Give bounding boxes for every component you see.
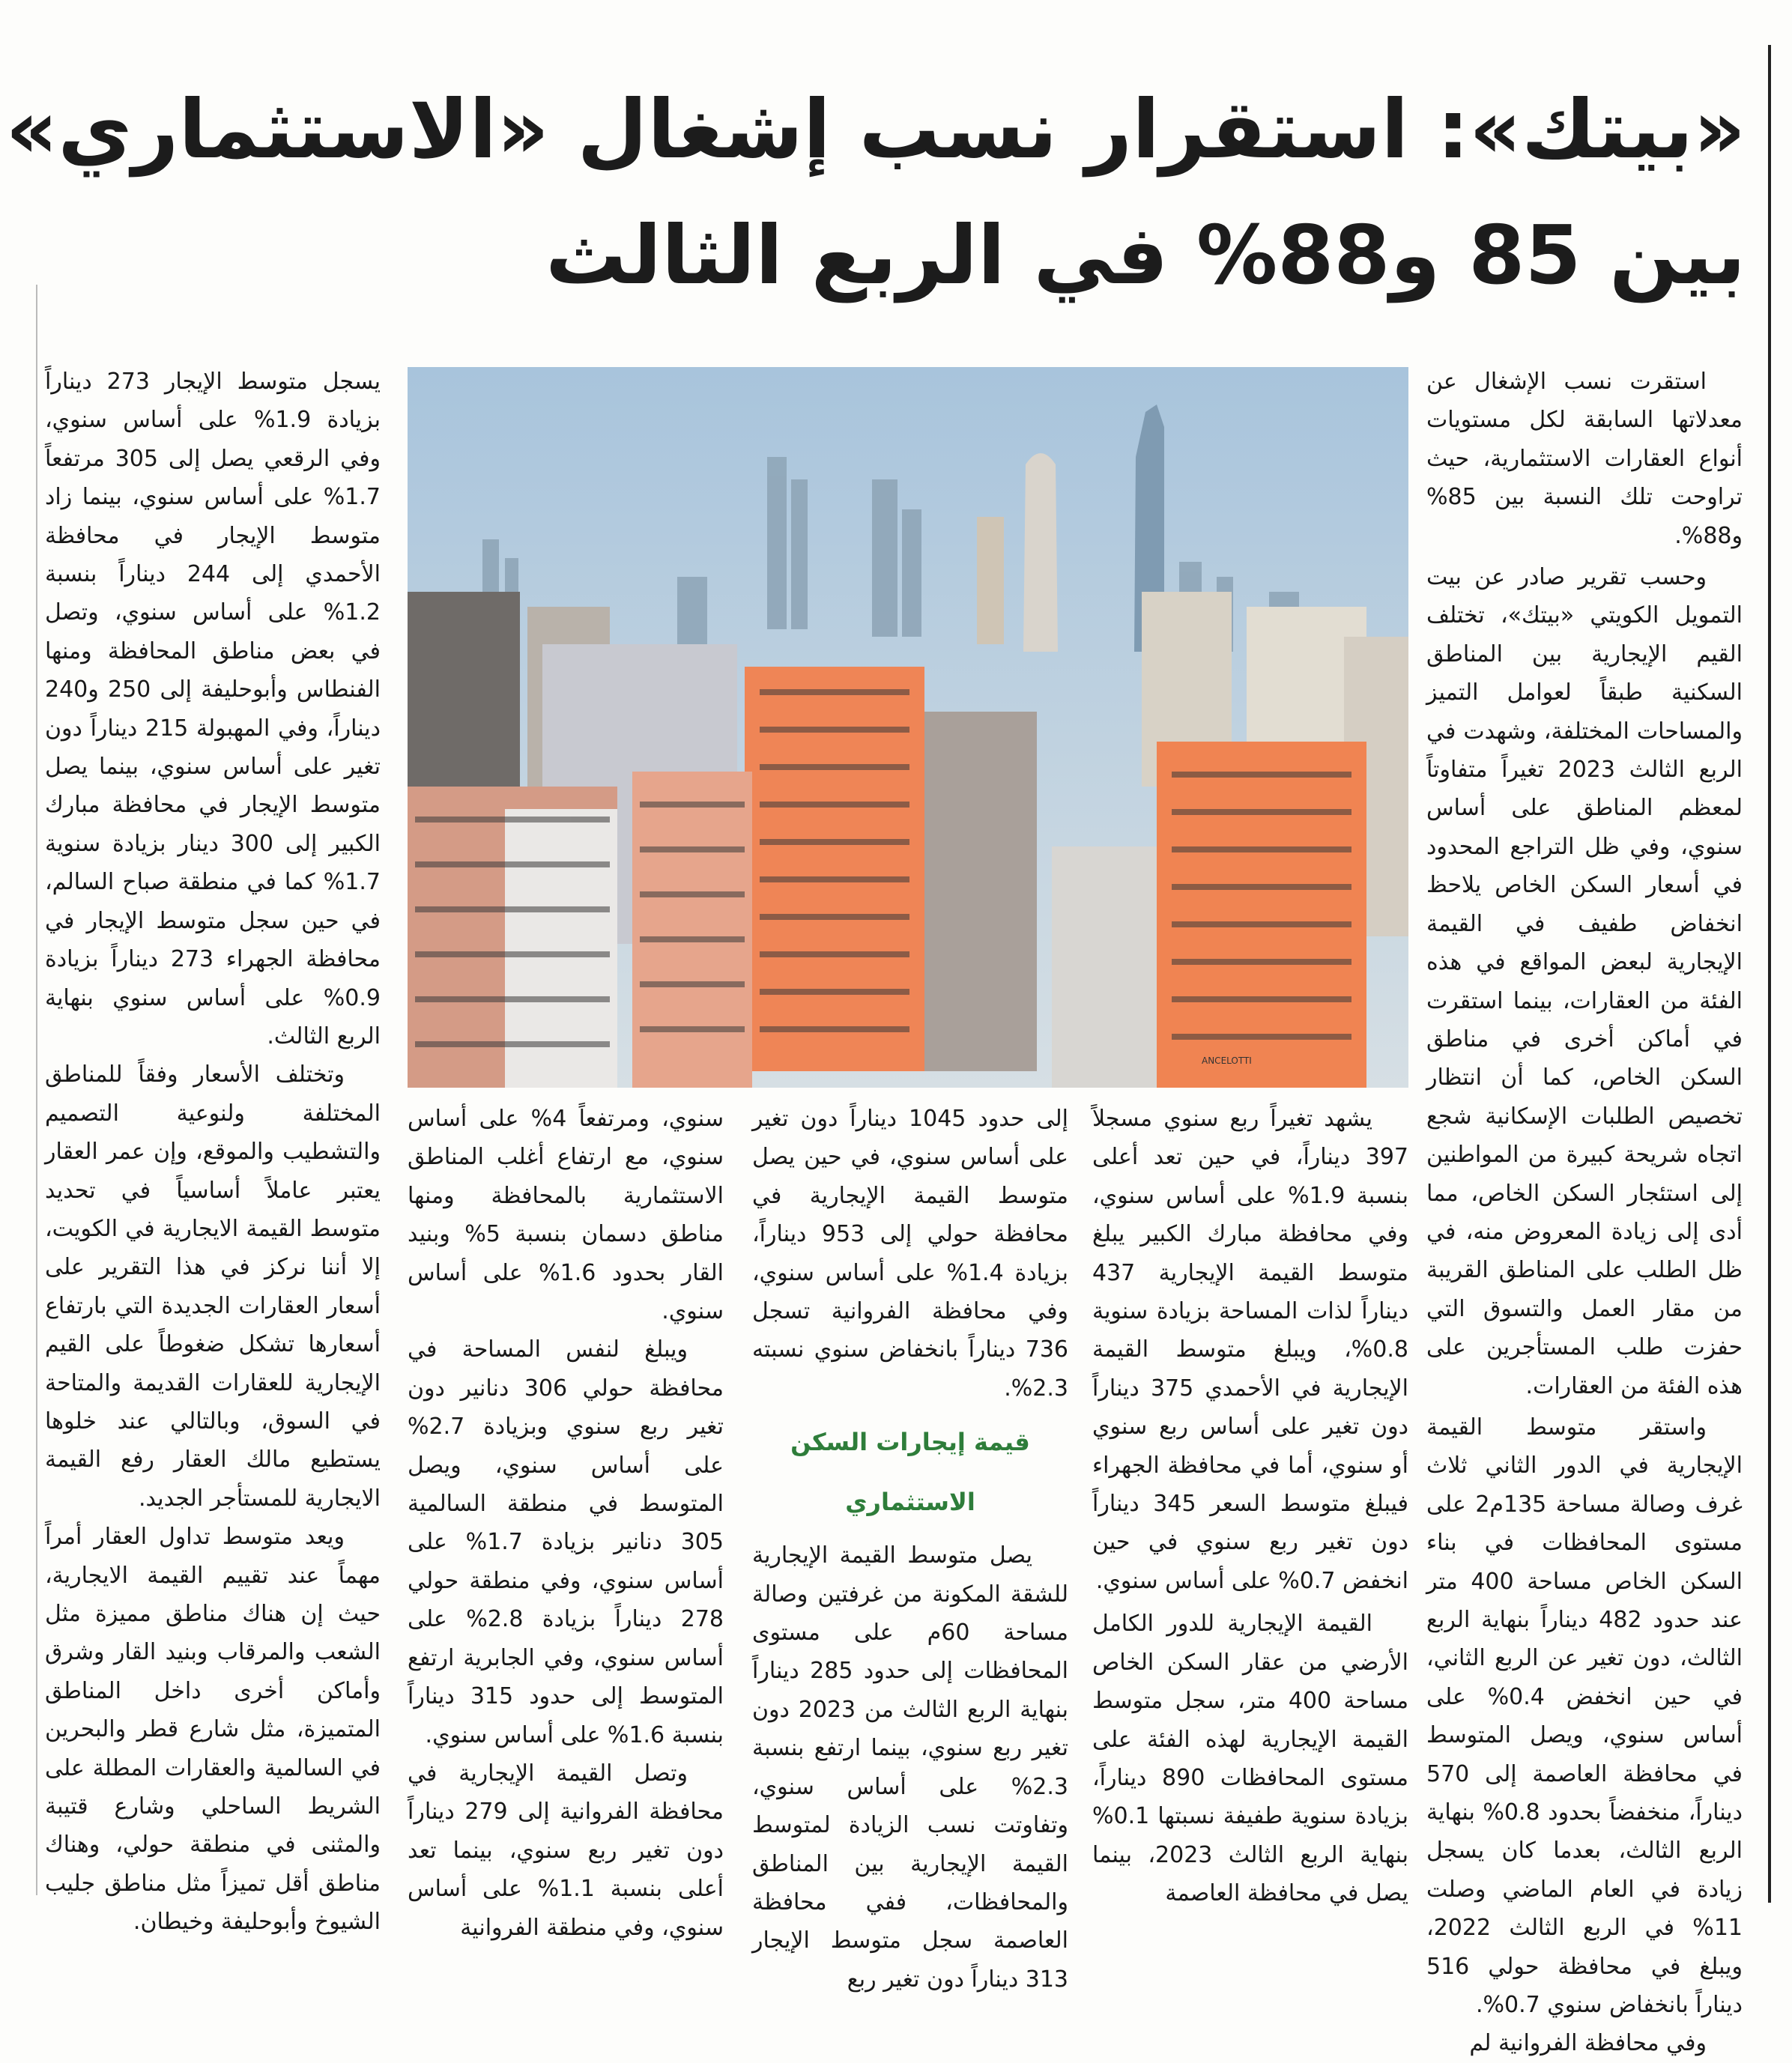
paragraph: استقرت نسب الإشغال عن معدلاتها السابقة لكل مستويات أنواع العقارات الاستثمارية، حيث تراوحت تلك النسبة بين 85% و88%.	[1426, 369, 1743, 549]
article-column-3	[752, 1100, 1069, 1993]
article-column-4	[408, 1100, 724, 1941]
paragraph: سنوي، ومرتفعاً 4% على أساس سنوي، مع ارتفاع أغلب المناطق الاستثمارية بالمحافظة ومنها مناطق دسمان بنسبة 5% وبنيد القار بحدود 1.6% على أساس سنوي.	[408, 1106, 724, 1325]
paragraph: إلى حدود 1045 ديناراً دون تغير على أساس سنوي، في حين يصل متوسط القيمة الإيجارية في محافظة حولي إلى 953 ديناراً، بزيادة 1.4% على أساس سنوي، وفي محافظة الفروانية تسجل 736 ديناراً بانخفاض سنوي نسبته 2.3%.	[752, 1106, 1069, 1402]
article-column-5	[45, 363, 381, 1936]
article-column-1	[1426, 363, 1743, 2057]
paragraph: وفي محافظة الفروانية لم	[1469, 2030, 1707, 2057]
paragraph: وحسب تقرير صادر عن بيت التمويل الكويتي «بيتك»، تختلف القيم الإيجارية بين المناطق السكنية طبقاً لعوامل التميز والمساحات المختلفة، وشهدت في الربع الثالث 2023 تغيراً متفاوتاً لمعظم المناطق على أساس سنوي، وفي ظل التراجع المحدود في أسعار السكن الخاص يلاحظ انخفاض طفيف في القيمة الإيجارية لبعض المواقع في هذه الفئة من العقارات، بينما استقرت في أماكن أخرى في مناطق السكن الخاص، كما أن انتظار تخصيص الطلبات الإسكانية شجع اتجاه شريحة كبيرة من المواطنين إلى استئجار السكن الخاص، مما أدى إلى زيادة المعروض منه، في ظل الطلب على المناطق القريبة من مقار العمل والتسوق التي حفزت طلب المستأجرين على هذه الفئة من العقارات.	[1426, 564, 1743, 1399]
paragraph: يصل متوسط القيمة الإيجارية للشقة المكونة من غرفتين وصالة مساحة 60م على مستوى المحافظات إلى حدود 285 ديناراً بنهاية الربع الثالث من 2023 دون تغير ربع سنوي، بينما ارتفع بنسبة 2.3% على أساس سنوي، وتفاوتت نسب الزيادة لمتوسط القيمة الإيجارية بين المناطق والمحافظات، ففي محافظة العاصمة سجل متوسط الإيجار 313 ديناراً دون تغير ربع	[752, 1542, 1068, 1993]
paragraph: وتصل القيمة الإيجارية في محافظة الفروانية إلى 279 ديناراً دون تغير ربع سنوي، بينما تعد أعلى بنسبة 1.1% على أساس سنوي، وفي منطقة الفروانية	[408, 1760, 724, 1941]
headline-line-2: بين 85 و88% في الربع الثالث	[545, 209, 1746, 303]
headline-line-1: «بيتك»: استقرار نسب إشغال «الاستثماري»	[5, 83, 1746, 177]
right-border-rule	[1768, 45, 1771, 1903]
article-column-2	[1092, 1100, 1408, 1909]
section-subhead: قيمة إيجارات السكن الاستثماري	[790, 1428, 1030, 1517]
paragraph: وتختلف الأسعار وفقاً للمناطق المختلفة ولنوعية التصميم والتشطيب والموقع، وإن عمر العقار يعتبر عاملاً أساسياً في تحديد متوسط القيمة الايجارية في الكويت، إلا أننا نركز في هذا التقرير على أسعار العقارات الجديدة التي بارتفاع أسعارها تشكل ضغوطاً على القيم الإيجارية للعقارات القديمة والمتاحة في السوق، وبالتالي عند خلوها يستطيع مالك العقار رفع القيمة الايجارية للمستأجر الجديد.	[45, 1061, 381, 1512]
paragraph: يشهد تغيراً ربع سنوي مسجلاً 397 ديناراً، في حين تعد أعلى بنسبة 1.9% على أساس سنوي، وفي محافظة مبارك الكبير يبلغ متوسط القيمة الإيجارية 437 ديناراً لذات المساحة بزيادة سنوية 0.8%، ويبلغ متوسط القيمة الإيجارية في الأحمدي 375 ديناراً دون تغير على أساس ربع سنوي أو سنوي، أما في محافظة الجهراء فيبلغ متوسط السعر 345 ديناراً دون تغير ربع سنوي في حين انخفض 0.7% على أساس سنوي.	[1092, 1106, 1408, 1594]
paragraph: ويبلغ لنفس المساحة في محافظة حولي 306 دنانير دون تغير ربع سنوي وبزيادة 2.7% على أساس سنوي، ويصل المتوسط في منطقة السالمية 305 دنانير بزيادة 1.7% على أساس سنوي، وفي منطقة حولي 278 ديناراً بزيادة 2.8% على أساس سنوي، وفي الجابرية ارتفع المتوسط إلى حدود 315 ديناراً بنسبة 1.6% على أساس سنوي.	[408, 1336, 724, 1748]
paragraph: يسجل متوسط الإيجار 273 ديناراً بزيادة 1.9% على أساس سنوي، وفي الرقعي يصل إلى 305 مرتفعاً 1.7% على أساس سنوي، بينما زاد متوسط الإيجار في محافظة الأحمدي إلى 244 ديناراً بنسبة 1.2% على أساس سنوي، وتصل في بعض مناطق المحافظة ومنها الفنطاس وأبوحليفة إلى 250 و240 ديناراً، وفي المهبولة 215 ديناراً دون تغير على أساس سنوي، بينما يصل متوسط الإيجار في محافظة مبارك الكبير إلى 300 دينار بزيادة سنوية 1.7% كما في منطقة صباح السالم، في حين سجل متوسط الإيجار في محافظة الجهراء 273 ديناراً بزيادة 0.9% على أساس سنوي بنهاية الربع الثالث.	[45, 369, 381, 1049]
paragraph: القيمة الإيجارية للدور الكامل الأرضي من عقار السكن الخاص مساحة 400 متر، سجل متوسط القيمة الإيجارية لهذه الفئة على مستوى المحافظات 890 ديناراً، بزيادة سنوية طفيفة نسبتها 0.1% بنهاية الربع الثالث 2023، بينما يصل في محافظة العاصمة	[1092, 1611, 1409, 1907]
shop-sign-text: ANCELOTTI	[1202, 1055, 1252, 1066]
paragraph: ويعد متوسط تداول العقار أمراً مهماً عند تقييم القيمة الايجارية، حيث إن هناك مناطق مميزة مثل الشعب والمرقاب وبنيد القار وشرق وأماكن أخرى داخل المناطق المتميزة، مثل شارع قطر والبحرين في السالمية والعقارات المطلة على الشريط الساحلي وشارع قتيبة والمثنى في منطقة حولي، وهناك مناطق أقل تميزاً مثل مناطق جليب الشيوخ وأبوحليفة وخيطان.	[45, 1524, 381, 1936]
paragraph: واستقر متوسط القيمة الإيجارية في الدور الثاني ثلاث غرف وصالة مساحة 135م2 على مستوى المحافظات في بناء السكن الخاص مساحة 400 متر عند حدود 482 ديناراً بنهاية الربع الثالث، دون تغير عن الربع الثاني، في حين انخفض 0.4% على أساس سنوي، ويصل المتوسط في محافظة العاصمة إلى 570 ديناراً، منخفضاً بحدود 0.8% بنهاية الربع الثالث، بعدما كان يسجل زيادة في العام الماضي وصلت 11% في الربع الثالث 2022، ويبلغ في محافظة حولي 516 ديناراً بانخفاض سنوي 0.7%.	[1426, 1414, 1743, 2019]
headline	[5, 67, 1746, 319]
left-column-rule	[36, 285, 37, 1895]
city-skyline-photo	[408, 367, 1408, 1088]
